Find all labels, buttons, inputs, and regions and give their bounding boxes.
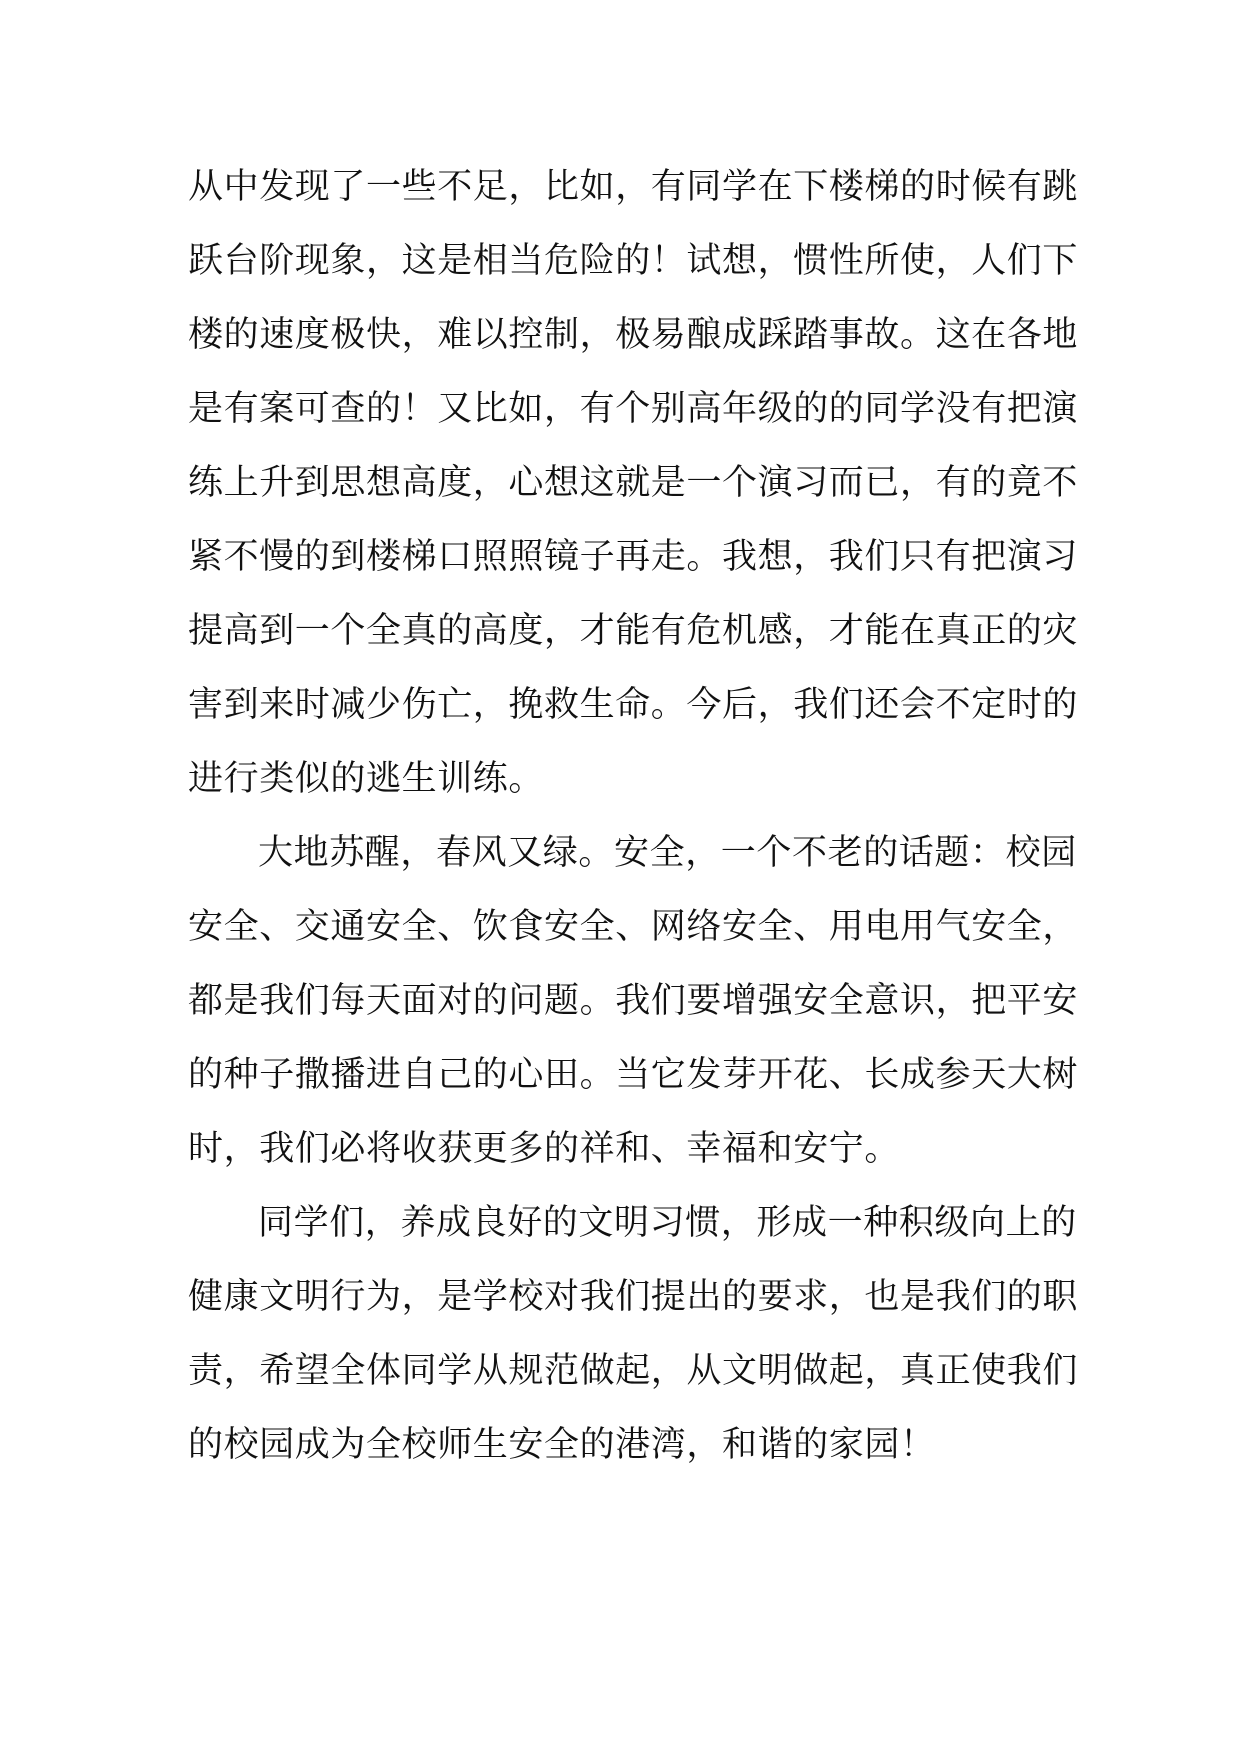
- paragraph-line: 的校园成为全校师生安全的港湾，和谐的家园！: [188, 1425, 936, 1465]
- paragraph-line: 跃台阶现象，这是相当危险的！试想，惯性所使，人们下: [188, 241, 1079, 281]
- paragraph-3: [188, 1186, 1079, 1482]
- paragraph-line: 提高到一个全真的高度，才能有危机感，才能在真正的灾: [188, 611, 1079, 651]
- paragraph-line: 从中发现了一些不足，比如，有同学在下楼梯的时候有跳: [188, 167, 1079, 207]
- paragraph-line: 时，我们必将收获更多的祥和、幸福和安宁。: [188, 1129, 901, 1169]
- paragraph-line: 的种子撒播进自己的心田。当它发芽开花、长成参天大树: [188, 1055, 1079, 1095]
- paragraph-line: 害到来时减少伤亡，挽救生命。今后，我们还会不定时的: [188, 685, 1079, 725]
- document-body: [188, 150, 1079, 1482]
- paragraph-line: 同学们，养成良好的文明习惯，形成一种积级向上的: [258, 1203, 1077, 1243]
- paragraph-line: 紧不慢的到楼梯口照照镜子再走。我想，我们只有把演习: [188, 537, 1079, 577]
- paragraph-line: 楼的速度极快，难以控制，极易酿成踩踏事故。这在各地: [188, 315, 1079, 355]
- paragraph-line: 是有案可查的！又比如，有个别高年级的的同学没有把演: [188, 389, 1079, 429]
- paragraph-line: 进行类似的逃生训练。: [188, 759, 545, 799]
- paragraph-line: 练上升到思想高度，心想这就是一个演习而已，有的竟不: [188, 463, 1079, 503]
- paragraph-line: 都是我们每天面对的问题。我们要增强安全意识，把平安: [188, 981, 1079, 1021]
- paragraph-1: [188, 150, 1079, 816]
- paragraph-line: 大地苏醒，春风又绿。安全，一个不老的话题：校园: [258, 833, 1077, 873]
- paragraph-2: [188, 816, 1079, 1186]
- paragraph-line: 安全、交通安全、饮食安全、网络安全、用电用气安全，: [188, 907, 1079, 947]
- paragraph-line: 责，希望全体同学从规范做起，从文明做起，真正使我们: [188, 1351, 1079, 1391]
- paragraph-line: 健康文明行为，是学校对我们提出的要求，也是我们的职: [188, 1277, 1079, 1317]
